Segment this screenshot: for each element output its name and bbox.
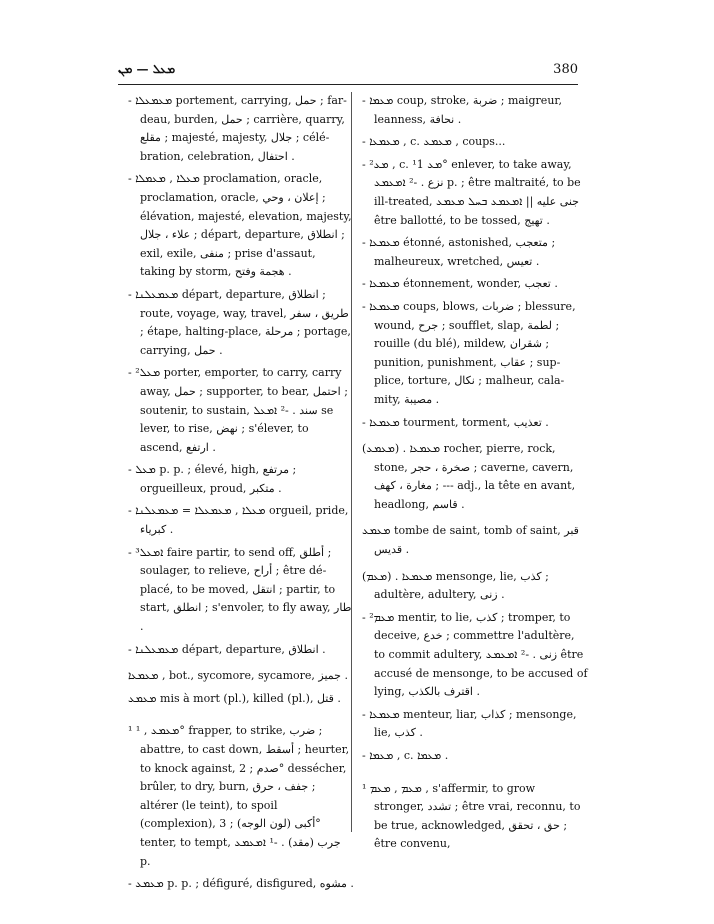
right-column <box>362 92 588 858</box>
left-column <box>128 92 354 898</box>
running-head: ܡܥܠ — ܡܢ <box>118 62 176 76</box>
dictionary-entry: - ܡܥܡܥ p. p. ; défiguré, disfigured, مشوه . <box>128 877 354 891</box>
dictionary-entry: ܡܥܡܥܐ , bot., sycomore, sycamore, جميز . <box>128 669 348 683</box>
dictionary-entry: - ²ܡܥ , c. ¹ܡܥ 1° enlever, to take away, نزع . -² ܐܡܥܡܥ p. ; être maltraité, to be ill-treated, جنى عليه || ܐܡܥܡܥ ܒܚܠ ܡܥܡܥ être ballotté, to be tossed, تهيج . <box>362 157 581 227</box>
dictionary-entry: ܡܥܡܥ mis à mort (pl.), killed (pl.), قتل . <box>128 691 341 705</box>
dictionary-entry: - ܡܥܡܥܐ tourment, torment, تعذيب . <box>362 415 549 429</box>
dictionary-entry: - ܡܥܡܥܐ , c. ܡܥܡܥ , coups... <box>362 135 506 149</box>
dictionary-entry: (ܡܥܡܥ) . ܡܥܡܥܐ rocher, pierre, rock, stone, صخرة ، حجر ; caverne, cavern, مغارة ، كهف ; --- adj., la tête en avant, headlong, قاسم . <box>362 442 576 511</box>
page-number: 380 <box>553 62 578 77</box>
dictionary-entry: - ܡܥܡܐ , c. ܡܥܡܐ . <box>362 749 449 762</box>
dictionary-entry: (ܡܥܡ) . ܡܥܡܥܐ mensonge, lie, كذب ; adultère, adultery, زنى . <box>362 569 549 602</box>
dictionary-entry: - ܡܥܡܐ coup, stroke, ضربة ; maigreur, leanness, نحافة . <box>362 94 562 126</box>
dictionary-entry: - ²ܡܥܡ mentir, to lie, كذب ; tromper, to deceive, خدع ; commettre l'adultère, to commit adultery, زنى . -² ܐܡܥܡܥ être accusé de mensonge, to be accused of lying, اقترف بالكذب . <box>362 610 588 699</box>
dictionary-entry: - ܡܥܠܐ , ܡܥܡܠܐ proclamation, oracle, proclamation, oracle, إعلان ، وحي ; élévation, majesté, elevation, majesty, علاء ، جلال ; départ, departure, انطلاق ; exil, exile, منفى ; prise d'assaut, taking by storm, هجمة وفتح . <box>128 172 352 279</box>
dictionary-entry: - ܡܥܡܥܠܐ portement, carrying, حمل ; far-deau, burden, حمل ; carrière, quarry, مقلع ; majesté, majesty, جلال ; célé-bration, celebration, احتفال . <box>128 94 347 163</box>
page-header <box>118 62 578 82</box>
dictionary-entry: - ܡܥܡܥܠܢܐ départ, departure, انطلاق ; route, voyage, way, travel, طريق ، سفر ; étape, halting-place, مرحلة ; portage, carrying, حمل . <box>128 287 351 357</box>
header-rule <box>118 84 578 85</box>
dictionary-entry: - ³ܐܡܥܠ faire partir, to send off, أطلق ; soulager, to relieve, أراح ; être dé-placé, to be moved, انتقل ; partir, to start, انطلق ; s'envoler, to fly away, طار . <box>128 545 352 634</box>
dictionary-entry: - ²ܡܥܠ porter, emporter, to carry, carry away, حمل ; supporter, to bear, احتمل ; soutenir, to sustain, سند . -² ܐܡܥܠ se lever, to rise, نهض ; s'élever, to ascend, ارتفع . <box>128 366 348 454</box>
dictionary-entry: ¹ ܡܥܡܥ , ¹° frapper, to strike, ضرب ; abattre, to cast down, أسقط ; heurter, to knock against, صدم ; 2° dessécher, brûler, to dry, burn, جفف ، حرق ; altérer (le teint), to spoil (complexion), أكبى (لون الوجه) ; 3° tenter, to tempt, جرب (مقد) . -¹ ܐܡܥܡܥ p. <box>128 724 350 868</box>
dictionary-entry: - ܡܥܡܥܐ menteur, liar, كذاب ; mensonge, lie, كذب . <box>362 707 577 740</box>
dictionary-entry: ¹ ܡܥܡ , ܡܥܡ , s'affermir, to grow stronger, تشدد ; être vrai, reconnu, to be true, acknowledged, حق ، تحقق ; être convenu, <box>362 781 581 851</box>
dictionary-entry: ܡܥܡܥ tombe de saint, tomb of saint, قبر قديس . <box>362 524 579 557</box>
dictionary-entry: - ܡܥܠ p. p. ; élevé, high, مرتفع ; orgueilleux, proud, متكبر . <box>128 463 297 495</box>
dictionary-entry: - ܡܥܡܥܠܢܐ départ, departure, انطلاق . <box>128 642 326 656</box>
dictionary-entry: - ܡܥܡܥܐ étonné, astonished, متعجب ; malheureux, wretched, تعيس . <box>362 236 556 268</box>
dictionary-entry: - ܡܥܡܥܐ étonnement, wonder, تعجب . <box>362 277 558 291</box>
dictionary-entry: - ܡܥܠܐ , ܡܥܡܥܠܐ = ܡܥܡܥܠܢܐ orgueil, pride, كبرياء . <box>128 504 349 537</box>
dictionary-entry: - ܡܥܡܥܐ coups, blows, ضربات ; blessure, wound, جرح ; soufflet, slap, لطمة ; rouille (du blé), mildew, شقران ; punition, punishment, عقاب ; sup-plice, torture, نكال ; malheur, cala-mity, مصيبة . <box>362 299 576 406</box>
